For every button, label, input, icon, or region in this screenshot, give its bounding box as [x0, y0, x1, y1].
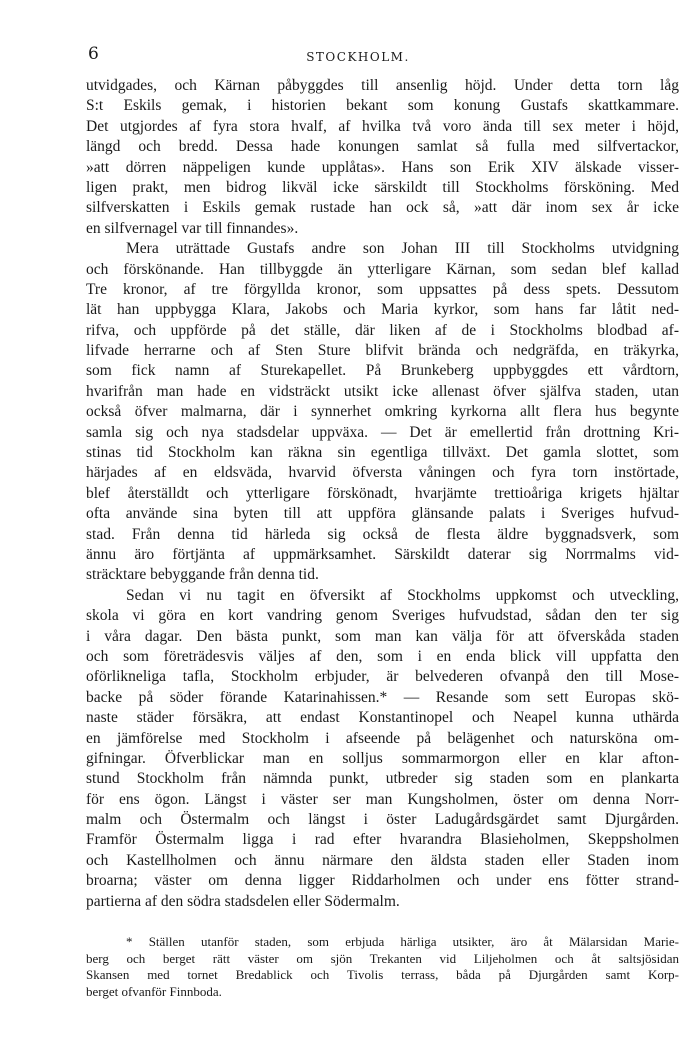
running-head: STOCKHOLM. [306, 50, 410, 64]
text-line: Mera uträttade Gustafs andre son Johan III till Stockholms utvidgning [126, 240, 679, 258]
text-line: Det utgjordes af fyra stora hvalf, af hvilka två voro ända till sex meter i höjd, [86, 117, 679, 135]
text-line: och förskönande. Han tillbyggde än ytterligare Kärnan, som sedan blef kallad [86, 260, 679, 278]
text-line: också öfver malmarna, där i synnerhet omkring kyrkorna allt flera hus begynte [86, 403, 679, 421]
text-line: Tre kronor, af tre förgyllda kronor, som uppsattes på dess spets. Dessutom [86, 280, 679, 298]
text-line: hvarifrån man hade en vidsträckt utsikt icke allenast öfver själfva staden, utan [86, 382, 679, 400]
text-line: som fick namn af Sturekapellet. På Brunkeberg uppbyggdes ett vårdtorn, [86, 362, 679, 380]
text-line: Framför Östermalm ligga i rad efter hvarandra Blasieholmen, Skeppsholmen [86, 831, 679, 849]
text-line: ligen prakt, men bidrog likväl icke särskildt till Stockholms försköning. Med [86, 178, 679, 196]
text-line: lifvade herrarne och af Sten Sture blifvit brända och nedgräfda, en träkyrka, [86, 342, 679, 360]
footnote-line: berget ofvanför Finnboda. [86, 983, 222, 999]
footnote [86, 934, 679, 1000]
text-line: för ens ögon. Längst i väster ser man Kungsholmen, öster om denna Norr- [86, 790, 679, 808]
text-line: och som företrädesvis väljes af den, som i en enda blick vill uppfatta den [86, 647, 679, 665]
text-line: skola vi göra en kort vandring genom Sveriges hufvudstad, sådan den ter sig [86, 607, 679, 625]
text-line: och Kastellholmen och ännu närmare den äldsta staden eller Staden inom [86, 851, 679, 869]
text-line: längd och bredd. Dessa hade konungen samlat så fulla med silfvertackor, [86, 138, 679, 156]
text-line: Sedan vi nu tagit en öfversikt af Stockholms uppkomst och utveckling, [126, 586, 679, 604]
text-line: gifningar. Öfverblickar man en solljus sommarmorgon eller en klar afton- [86, 749, 679, 767]
text-line: »att dörren näppeligen kunde upplåtas». Hans son Erik XIV älskade visser- [86, 158, 679, 176]
footnote-line: Skansen med tornet Bredablick och Tivolis terrass, båda på Djurgården samt Korp- [86, 967, 679, 982]
text-line: utvidgades, och Kärnan påbyggdes till ansenlig höjd. Under detta torn låg [86, 77, 679, 94]
footnote-line: berg och berget rätt väster om sjön Trekanten vid Liljeholmen och åt saltsjösidan [86, 950, 679, 966]
text-line: stinas tid Stockholm kan räkna sin egentliga tillväxt. Det gamla slottet, som [86, 444, 679, 462]
page-number: 6 [88, 44, 99, 64]
text-line: rifva, och uppförde på det ställe, där liken af de i Stockholms blodbad af- [86, 321, 679, 339]
text-line: en jämförelse med Stockholm i afseende på belägenhet och natursköna om- [86, 729, 679, 747]
text-line: sträcktare bebyggande från denna tid. [86, 566, 319, 584]
text-line: stad. Från denna tid härleda sig också de flesta äldre byggnadsverk, som [86, 525, 679, 543]
body-text [86, 76, 679, 912]
text-line: naste städer försäkra, att endast Konstantinopel och Neapel kunna uthärda [86, 709, 679, 727]
text-line: blef återställdt och ytterligare förskönadt, hvarjämte trettioåriga krigets hjältar [86, 484, 679, 502]
text-line: S:t Eskils gemak, i historien bekant som konung Gustafs skattkammare. [86, 97, 679, 115]
text-line: ofta använde sina byten till att uppföra glänsande palats i Sveriges hufvud- [86, 505, 679, 523]
text-line: härjades af en eldsväda, hvarvid öfversta våningen och fyra torn instörtade, [86, 464, 679, 482]
text-line: ännu äro förtjänta af uppmärksamhet. Särskildt daterar sig Norrmalms vid- [86, 545, 679, 563]
text-line: lät han uppbygga Klara, Jakobs och Maria kyrkor, som hans far låtit ned- [86, 301, 679, 319]
text-line: silfverskatten i Eskils gemak rustade han ock så, »att där inom sex år icke [86, 199, 679, 217]
text-line: i våra dagar. Den bästa punkt, som man kan välja för att öfverskåda staden [86, 627, 679, 645]
text-line: backe på söder förande Katarinahissen.* — Resande som sett Europas skö- [86, 688, 679, 706]
text-line: malm och Östermalm och längst i öster Ladugårdsgärdet samt Djurgården. [86, 811, 679, 829]
text-line: stund Stockholm från nämnda punkt, utbreder sig staden som en plankarta [86, 770, 679, 788]
footnote-line: * Ställen utanför staden, som erbjuda härliga utsikter, äro åt Mälarsidan Marie- [126, 934, 679, 949]
text-line: en silfvernagel var till finnandes». [86, 219, 299, 237]
text-line: samla sig och nya stadsdelar uppväxa. — Det är emellertid från drottning Kri- [86, 423, 679, 441]
text-line: oförlikneliga tafla, Stockholm erbjuder, är belvederen ofvanpå den till Mose- [86, 668, 679, 686]
text-line: partierna af den södra stadsdelen eller Södermalm. [86, 892, 400, 910]
text-line: broarna; väster om denna ligger Riddarholmen och under ens fötter strand- [86, 872, 679, 890]
